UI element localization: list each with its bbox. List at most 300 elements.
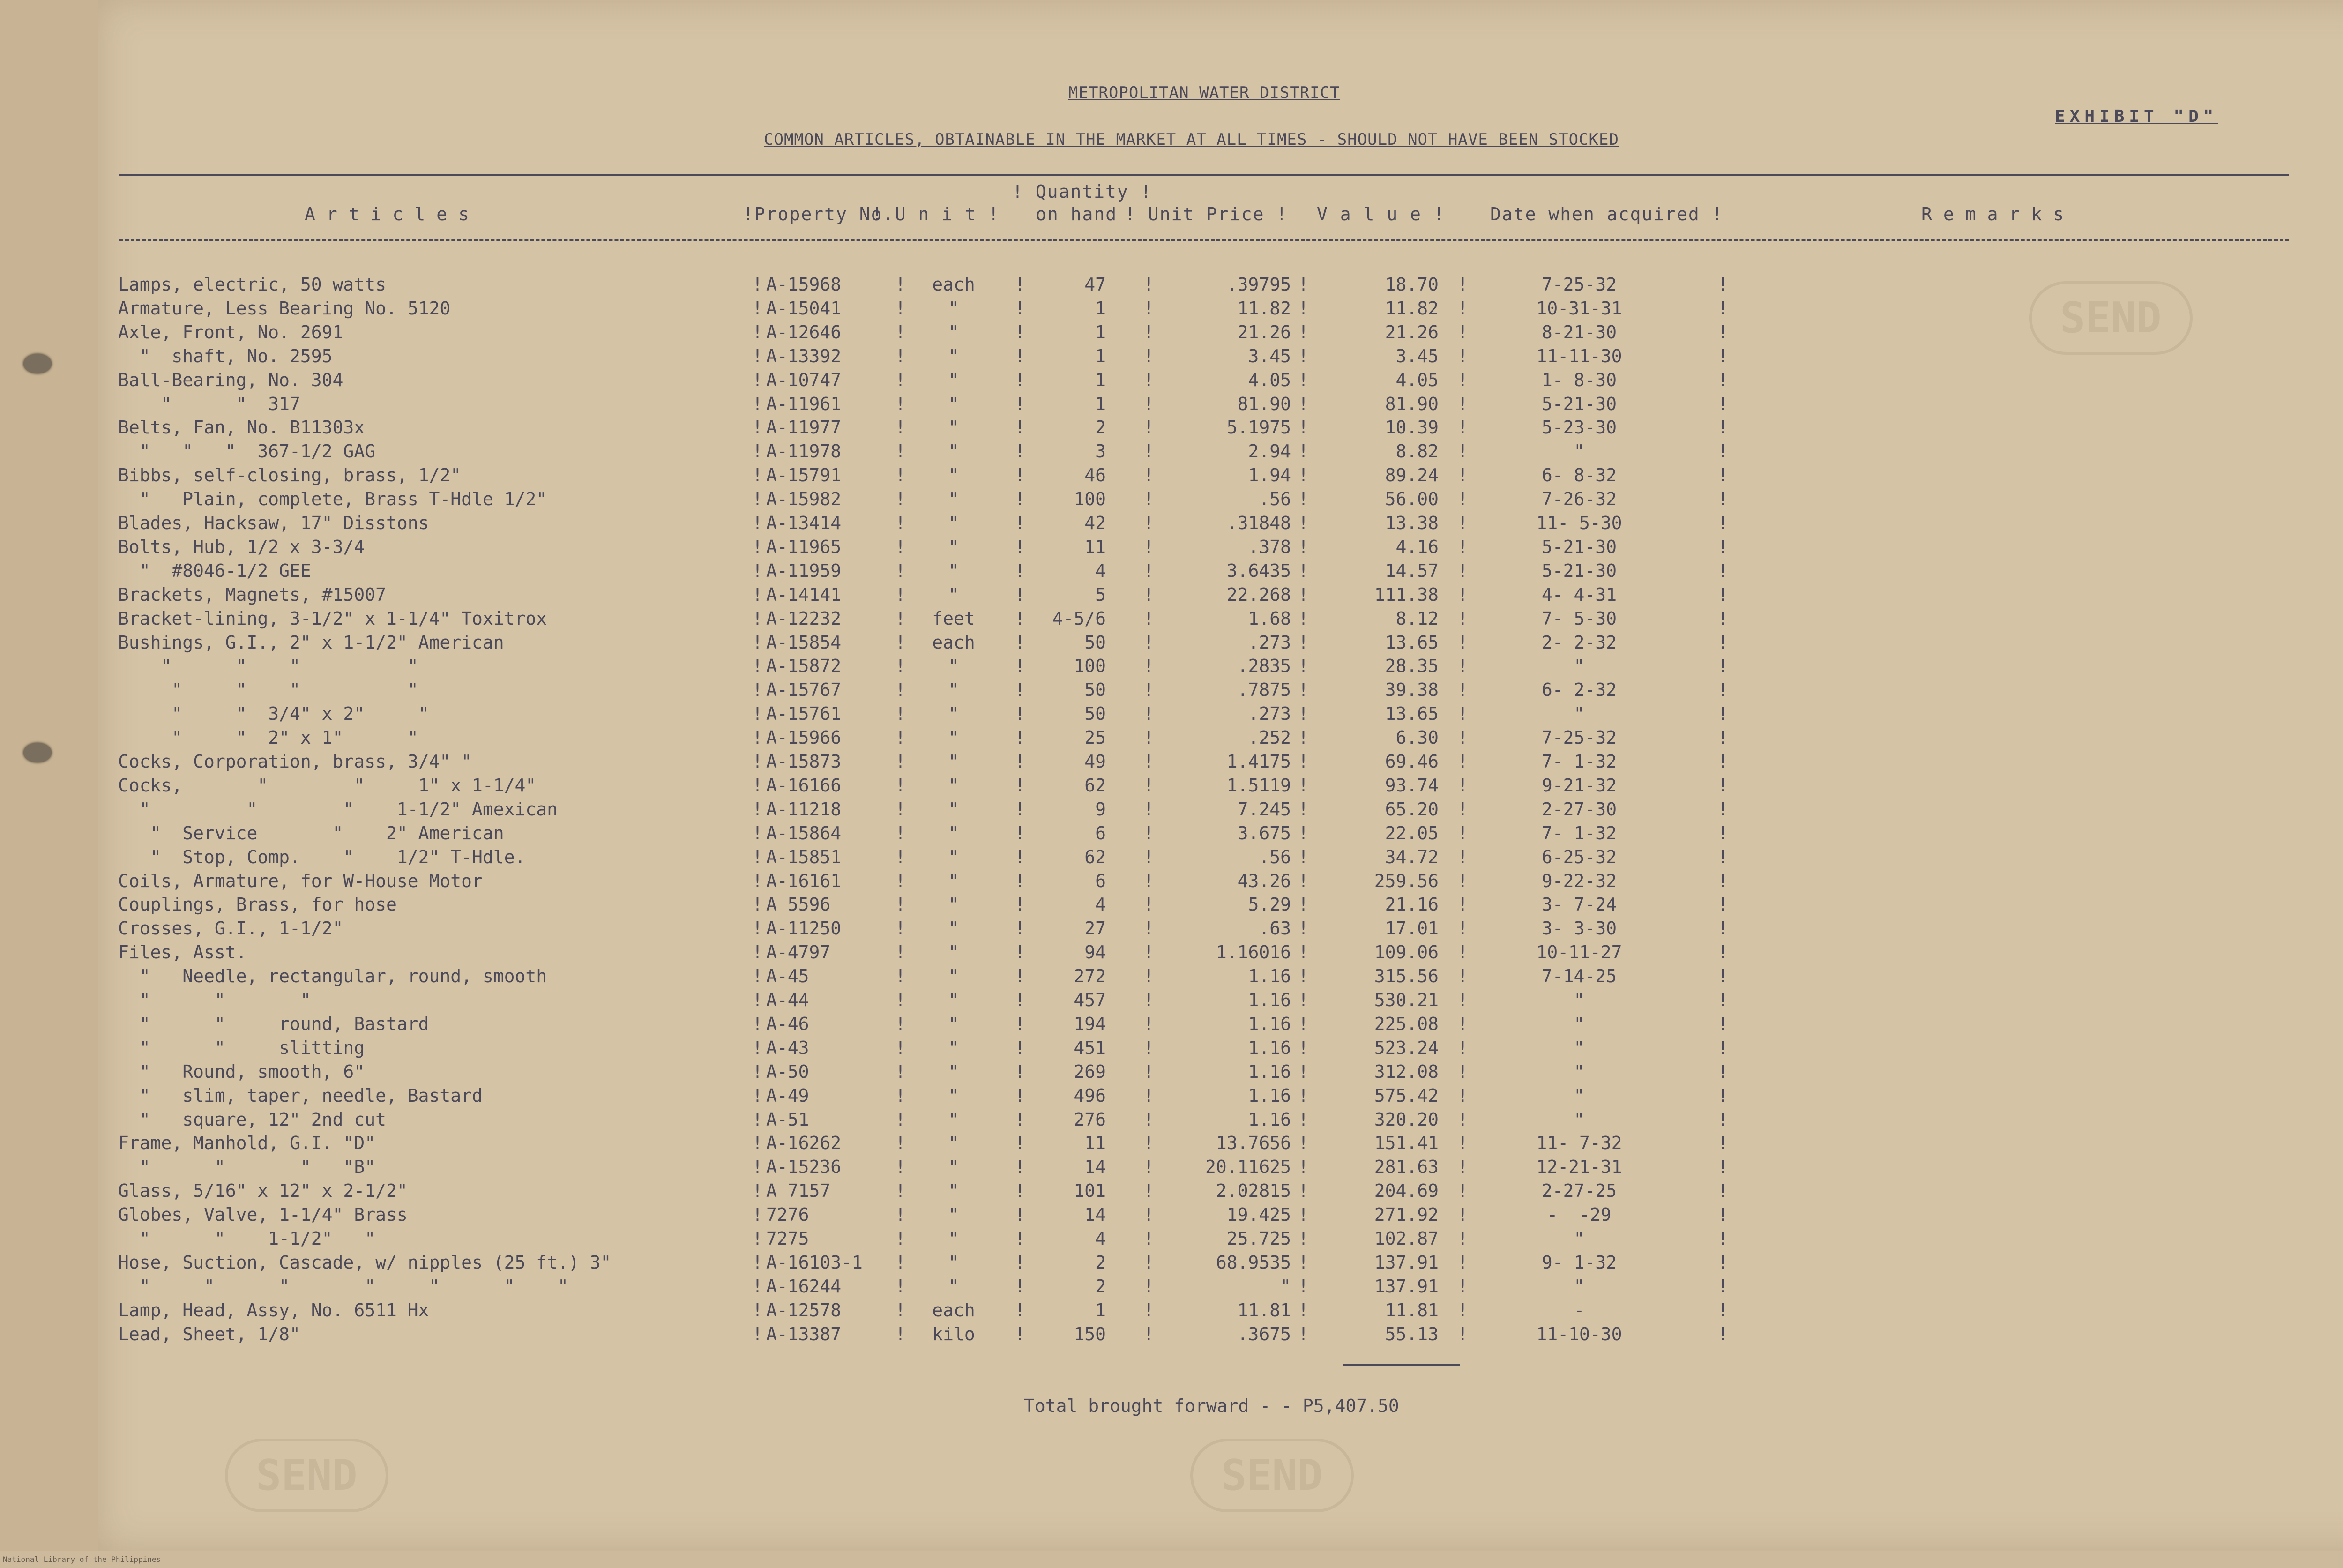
column-separator: ! (752, 417, 763, 438)
column-separator: ! (1143, 1252, 1154, 1273)
article-cell: Crosses, G.I., 1-1/2" (118, 918, 343, 939)
column-separator: ! (1015, 345, 1025, 366)
column-separator: ! (1717, 298, 1728, 319)
column-separator: ! (1457, 417, 1468, 438)
value-cell: 69.46 (1385, 751, 1439, 772)
article-cell: " " " (118, 990, 311, 1010)
value-cell: 13.65 (1385, 703, 1439, 724)
column-separator: ! (1717, 1299, 1728, 1321)
column-separator: ! (1298, 1252, 1309, 1273)
column-separator: ! (895, 1157, 906, 1178)
date-cell: 2-27-30 (1541, 799, 1617, 820)
unit-price-cell: 3.45 (1248, 345, 1291, 366)
column-separator: ! (1457, 846, 1468, 867)
value-cell: 22.05 (1385, 822, 1439, 844)
column-separator: ! (1015, 489, 1025, 510)
unit-price-cell: .252 (1248, 727, 1291, 748)
property-cell: A-46 (766, 1013, 809, 1034)
column-separator: ! (1457, 608, 1468, 629)
property-cell: A-51 (766, 1109, 809, 1130)
column-separator: ! (1015, 870, 1025, 891)
column-separator: ! (1717, 1252, 1728, 1273)
value-cell: 315.56 (1374, 966, 1439, 987)
table-row (0, 1324, 2343, 1348)
column-separator: ! (1717, 775, 1728, 796)
article-cell: Glass, 5/16" x 12" x 2-1/2" (118, 1180, 408, 1202)
unit-price-cell: 20.11625 (1205, 1157, 1291, 1178)
column-separator: ! (1717, 1037, 1728, 1058)
column-separator: ! (1298, 584, 1309, 605)
quantity-cell: 4 (1095, 894, 1106, 915)
unit-cell: " (948, 441, 959, 462)
column-separator: ! (895, 1252, 906, 1273)
column-separator: ! (1717, 513, 1728, 533)
column-separator: ! (1015, 1228, 1025, 1249)
column-separator: ! (752, 1133, 763, 1154)
column-separator: ! (1717, 1276, 1728, 1297)
date-cell: 7-25-32 (1541, 727, 1617, 748)
quantity-cell: 42 (1084, 513, 1106, 533)
column-separator: ! (752, 822, 763, 844)
unit-cell: each (932, 1299, 975, 1321)
unit-cell: " (948, 1157, 959, 1178)
column-separator: ! (895, 966, 906, 987)
column-separator: ! (1015, 727, 1025, 748)
column-separator: ! (1015, 703, 1025, 724)
unit-price-cell: " (1280, 1276, 1291, 1297)
table-row (0, 942, 2343, 966)
column-separator: ! (1457, 727, 1468, 748)
column-separator: ! (895, 321, 906, 343)
value-cell: 4.16 (1395, 536, 1439, 557)
unit-cell: " (948, 870, 959, 891)
column-separator: ! (895, 298, 906, 319)
column-separator: ! (1015, 584, 1025, 605)
date-cell: 1- 8-30 (1541, 369, 1617, 390)
column-separator: ! (895, 1037, 906, 1058)
unit-price-cell: 1.5119 (1226, 775, 1291, 796)
column-separator: ! (752, 656, 763, 677)
table-row (0, 1228, 2343, 1252)
column-separator: ! (1015, 990, 1025, 1010)
column-separator: ! (752, 703, 763, 724)
column-separator: ! (1717, 369, 1728, 390)
column-separator: ! (1298, 1323, 1309, 1344)
column-separator: ! (1457, 345, 1468, 366)
article-cell: Couplings, Brass, for hose (118, 894, 397, 915)
column-separator: ! (1143, 321, 1154, 343)
article-cell: Lead, Sheet, 1/8" (118, 1323, 300, 1344)
header-dashed-rule (119, 239, 2289, 241)
column-separator: ! (895, 584, 906, 605)
column-separator: ! (1015, 441, 1025, 462)
value-cell: 11.81 (1385, 1299, 1439, 1321)
faint-stamp: SEND (225, 1439, 388, 1512)
unit-cell: " (948, 584, 959, 605)
property-cell: A-11250 (766, 918, 842, 939)
column-separator: ! (1015, 536, 1025, 557)
property-cell: A-11978 (766, 441, 842, 462)
table-row (0, 966, 2343, 990)
date-cell: 7- 5-30 (1541, 608, 1617, 629)
quantity-cell: 94 (1084, 942, 1106, 963)
column-separator: ! (1298, 703, 1309, 724)
column-separator: ! (1298, 1085, 1309, 1106)
property-cell: A-15982 (766, 489, 842, 510)
date-cell: 5-21-30 (1541, 393, 1617, 414)
value-cell: 575.42 (1374, 1085, 1439, 1106)
column-separator: ! (752, 536, 763, 557)
date-cell: 5-23-30 (1541, 417, 1617, 438)
column-separator: ! (1015, 1013, 1025, 1034)
column-separator: ! (1015, 1061, 1025, 1082)
date-cell: 9- 1-32 (1541, 1252, 1617, 1273)
property-cell: A-15236 (766, 1157, 842, 1178)
column-separator: ! (752, 1276, 763, 1297)
column-separator: ! (1717, 703, 1728, 724)
unit-price-cell: 1.16 (1248, 1061, 1291, 1082)
column-separator: ! (895, 1061, 906, 1082)
unit-price-cell: .2835 (1237, 656, 1291, 677)
column-separator: ! (1298, 465, 1309, 486)
column-separator: ! (895, 1323, 906, 1344)
column-separator: ! (1298, 799, 1309, 820)
property-cell: A-12646 (766, 321, 842, 343)
column-separator: ! (1143, 369, 1154, 390)
quantity-cell: 3 (1095, 441, 1106, 462)
column-separator: ! (1143, 632, 1154, 653)
article-cell: Brackets, Magnets, #15007 (118, 584, 386, 605)
table-row (0, 322, 2343, 346)
column-separator: ! (1457, 822, 1468, 844)
article-cell: " " slitting (118, 1037, 365, 1058)
column-separator: ! (1298, 656, 1309, 677)
col-date: Date when acquired ! (1490, 204, 1724, 224)
date-cell: 6- 2-32 (1541, 679, 1617, 701)
column-separator: ! (1298, 775, 1309, 796)
column-separator: ! (1457, 966, 1468, 987)
property-cell: A-10747 (766, 369, 842, 390)
column-separator: ! (1015, 608, 1025, 629)
column-separator: ! (1298, 1157, 1309, 1178)
column-separator: ! (752, 489, 763, 510)
column-separator: ! (1143, 870, 1154, 891)
date-cell: 4- 4-31 (1541, 584, 1617, 605)
article-cell: Bushings, G.I., 2" x 1-1/2" American (118, 632, 504, 653)
column-separator: ! (1717, 1180, 1728, 1202)
column-separator: ! (1717, 1204, 1728, 1225)
column-separator: ! (895, 560, 906, 581)
unit-price-cell: 1.16 (1248, 1085, 1291, 1106)
date-cell: 8-21-30 (1541, 321, 1617, 343)
unit-cell: " (948, 1180, 959, 1202)
value-cell: 56.00 (1385, 489, 1439, 510)
column-separator: ! (1298, 679, 1309, 701)
table-row (0, 894, 2343, 918)
date-cell: 10-11-27 (1536, 942, 1622, 963)
property-cell: A-15854 (766, 632, 842, 653)
value-cell: 312.08 (1374, 1061, 1439, 1082)
column-separator: ! (1015, 942, 1025, 963)
column-separator: ! (1015, 1323, 1025, 1344)
column-separator: ! (1717, 679, 1728, 701)
column-separator: ! (895, 465, 906, 486)
quantity-cell: 47 (1084, 274, 1106, 295)
total-row (1024, 1396, 1399, 1416)
article-cell: " " 3/4" x 2" " (118, 703, 429, 724)
property-cell: A-45 (766, 966, 809, 987)
column-separator: ! (1457, 489, 1468, 510)
column-separator: ! (1015, 799, 1025, 820)
quantity-cell: 27 (1084, 918, 1106, 939)
column-separator: ! (1143, 751, 1154, 772)
table-row (0, 727, 2343, 751)
column-separator: ! (1717, 1133, 1728, 1154)
article-cell: Globes, Valve, 1-1/4" Brass (118, 1204, 408, 1225)
table-row (0, 274, 2343, 298)
column-separator: ! (1015, 1157, 1025, 1178)
column-separator: ! (895, 656, 906, 677)
column-separator: ! (1143, 513, 1154, 533)
column-separator: ! (752, 513, 763, 533)
unit-price-cell: .63 (1259, 918, 1291, 939)
table-row (0, 1157, 2343, 1180)
article-cell: " slim, taper, needle, Bastard (118, 1085, 483, 1106)
column-separator: ! (752, 870, 763, 891)
quantity-cell: 276 (1074, 1109, 1106, 1130)
document-subtitle: COMMON ARTICLES, OBTAINABLE IN THE MARKET AT ALL TIMES - SHOULD NOT HAVE BEEN STOCKED (764, 130, 1619, 149)
column-separator: ! (1457, 536, 1468, 557)
value-cell: 530.21 (1374, 990, 1439, 1010)
date-cell: " (1574, 656, 1585, 677)
unit-cell: " (948, 990, 959, 1010)
article-cell: Axle, Front, No. 2691 (118, 321, 343, 343)
unit-cell: " (948, 465, 959, 486)
total-amount: P5,407.50 (1302, 1396, 1399, 1416)
unit-price-cell: 11.82 (1237, 298, 1291, 319)
table-row (0, 1109, 2343, 1133)
column-separator: ! (895, 369, 906, 390)
unit-cell: " (948, 656, 959, 677)
article-cell: Belts, Fan, No. B11303x (118, 417, 365, 438)
column-separator: ! (1298, 1061, 1309, 1082)
article-cell: Cocks, " " 1" x 1-1/4" (118, 775, 537, 796)
column-separator: ! (1457, 656, 1468, 677)
column-separator: ! (1015, 1037, 1025, 1058)
column-separator: ! (1015, 298, 1025, 319)
column-separator: ! (1015, 1085, 1025, 1106)
table-row (0, 1180, 2343, 1204)
unit-cell: kilo (932, 1323, 975, 1344)
value-cell: 6.30 (1395, 727, 1439, 748)
unit-price-cell: 1.16 (1248, 1109, 1291, 1130)
column-separator: ! (895, 1299, 906, 1321)
date-cell: - -29 (1547, 1204, 1612, 1225)
column-separator: ! (895, 1013, 906, 1034)
column-separator: ! (1298, 393, 1309, 414)
quantity-cell: 1 (1095, 393, 1106, 414)
column-separator: ! (1717, 990, 1728, 1010)
quantity-cell: 50 (1084, 703, 1106, 724)
unit-cell: " (948, 846, 959, 867)
column-separator: ! (1015, 1252, 1025, 1273)
table-row (0, 703, 2343, 727)
value-cell: 4.05 (1395, 369, 1439, 390)
col-value: V a l u e ! (1317, 204, 1445, 224)
column-separator: ! (1717, 799, 1728, 820)
column-separator: ! (1143, 298, 1154, 319)
property-cell: A-11959 (766, 560, 842, 581)
column-separator: ! (1143, 1180, 1154, 1202)
table-row (0, 656, 2343, 679)
column-separator: ! (1457, 918, 1468, 939)
unit-price-cell: .378 (1248, 536, 1291, 557)
column-separator: ! (1015, 274, 1025, 295)
unit-price-cell: 3.675 (1237, 822, 1291, 844)
column-separator: ! (895, 489, 906, 510)
column-separator: ! (1143, 846, 1154, 867)
column-separator: ! (1298, 489, 1309, 510)
quantity-cell: 50 (1084, 679, 1106, 701)
document-title: METROPOLITAN WATER DISTRICT (1068, 83, 1340, 102)
column-separator: ! (1298, 1037, 1309, 1058)
column-separator: ! (1143, 966, 1154, 987)
column-separator: ! (1143, 608, 1154, 629)
column-separator: ! (1143, 584, 1154, 605)
value-cell: 102.87 (1374, 1228, 1439, 1249)
column-separator: ! (1015, 656, 1025, 677)
unit-cell: " (948, 1013, 959, 1034)
column-separator: ! (1457, 1276, 1468, 1297)
value-cell: 28.35 (1385, 656, 1439, 677)
column-separator: ! (752, 465, 763, 486)
quantity-cell: 4 (1095, 1228, 1106, 1249)
column-separator: ! (752, 1180, 763, 1202)
unit-price-cell: 1.16 (1248, 990, 1291, 1010)
article-cell: Bibbs, self-closing, brass, 1/2" (118, 465, 462, 486)
column-separator: ! (1143, 679, 1154, 701)
column-separator: ! (1298, 870, 1309, 891)
quantity-cell: 62 (1084, 775, 1106, 796)
unit-price-cell: 1.68 (1248, 608, 1291, 629)
column-separator: ! (1298, 536, 1309, 557)
unit-price-cell: 2.02815 (1216, 1180, 1291, 1202)
table-row (0, 632, 2343, 656)
column-separator: ! (752, 751, 763, 772)
column-separator: ! (1457, 1037, 1468, 1058)
column-separator: ! (752, 345, 763, 366)
property-cell: A-12578 (766, 1299, 842, 1321)
property-cell: A-15864 (766, 822, 842, 844)
column-separator: ! (752, 1157, 763, 1178)
column-separator: ! (1143, 1276, 1154, 1297)
column-separator: ! (1717, 441, 1728, 462)
value-cell: 14.57 (1385, 560, 1439, 581)
footer-credit: National Library of the Philippines (3, 1555, 161, 1564)
unit-price-cell: 68.9535 (1216, 1252, 1291, 1273)
column-separator: ! (1143, 703, 1154, 724)
column-separator: ! (1457, 321, 1468, 343)
article-cell: Bolts, Hub, 1/2 x 3-3/4 (118, 536, 365, 557)
column-separator: ! (1015, 417, 1025, 438)
column-separator: ! (1457, 298, 1468, 319)
property-cell: A-43 (766, 1037, 809, 1058)
column-separator: ! (895, 751, 906, 772)
date-cell: 11- 7-32 (1536, 1133, 1622, 1154)
header-rule (119, 174, 2289, 176)
property-cell: 7276 (766, 1204, 809, 1225)
column-separator: ! (1717, 608, 1728, 629)
value-cell: 137.91 (1374, 1252, 1439, 1273)
total-label: Total brought forward - - (1024, 1396, 1292, 1416)
column-separator: ! (752, 775, 763, 796)
property-cell: A-13414 (766, 513, 842, 533)
table-row (0, 394, 2343, 418)
unit-cell: " (948, 822, 959, 844)
column-separator: ! (1298, 990, 1309, 1010)
column-separator: ! (1457, 1133, 1468, 1154)
article-cell: Coils, Armature, for W-House Motor (118, 870, 483, 891)
quantity-cell: 451 (1074, 1037, 1106, 1058)
column-separator: ! (1298, 369, 1309, 390)
column-separator: ! (752, 894, 763, 915)
column-separator: ! (1143, 727, 1154, 748)
column-separator: ! (895, 990, 906, 1010)
article-cell: Armature, Less Bearing No. 5120 (118, 298, 451, 319)
unit-cell: " (948, 1252, 959, 1273)
column-separator: ! (1298, 560, 1309, 581)
unit-price-cell: 1.4175 (1226, 751, 1291, 772)
unit-cell: " (948, 1109, 959, 1130)
column-separator: ! (1457, 393, 1468, 414)
column-separator: ! (1457, 1323, 1468, 1344)
table-row (0, 847, 2343, 871)
unit-price-cell: 1.16 (1248, 1013, 1291, 1034)
table-row (0, 1252, 2343, 1276)
column-separator: ! (752, 298, 763, 319)
column-separator: ! (1015, 1204, 1025, 1225)
column-separator: ! (752, 274, 763, 295)
total-underline (1343, 1364, 1460, 1366)
column-separator: ! (1015, 1276, 1025, 1297)
quantity-cell: 50 (1084, 632, 1106, 653)
column-separator: ! (1457, 1228, 1468, 1249)
column-separator: ! (895, 1085, 906, 1106)
column-separator: ! (1717, 584, 1728, 605)
table-row (0, 1038, 2343, 1061)
column-separator: ! (895, 632, 906, 653)
property-cell: A-16103-1 (766, 1252, 863, 1273)
column-separator: ! (1717, 417, 1728, 438)
property-cell: A-15873 (766, 751, 842, 772)
unit-cell: " (948, 703, 959, 724)
unit-price-cell: 21.26 (1237, 321, 1291, 343)
column-separator: ! (1457, 1013, 1468, 1034)
column-separator: ! (895, 1228, 906, 1249)
column-separator: ! (1717, 1157, 1728, 1178)
column-separator: ! (752, 1109, 763, 1130)
quantity-cell: 457 (1074, 990, 1106, 1010)
column-separator: ! (1457, 1204, 1468, 1225)
date-cell: " (1574, 1228, 1585, 1249)
column-separator: ! (1298, 608, 1309, 629)
column-separator: ! (1143, 274, 1154, 295)
property-cell: A-13392 (766, 345, 842, 366)
unit-cell: each (932, 274, 975, 295)
column-separator: ! (1298, 1276, 1309, 1297)
table-row (0, 1085, 2343, 1109)
column-separator: ! (1298, 1109, 1309, 1130)
